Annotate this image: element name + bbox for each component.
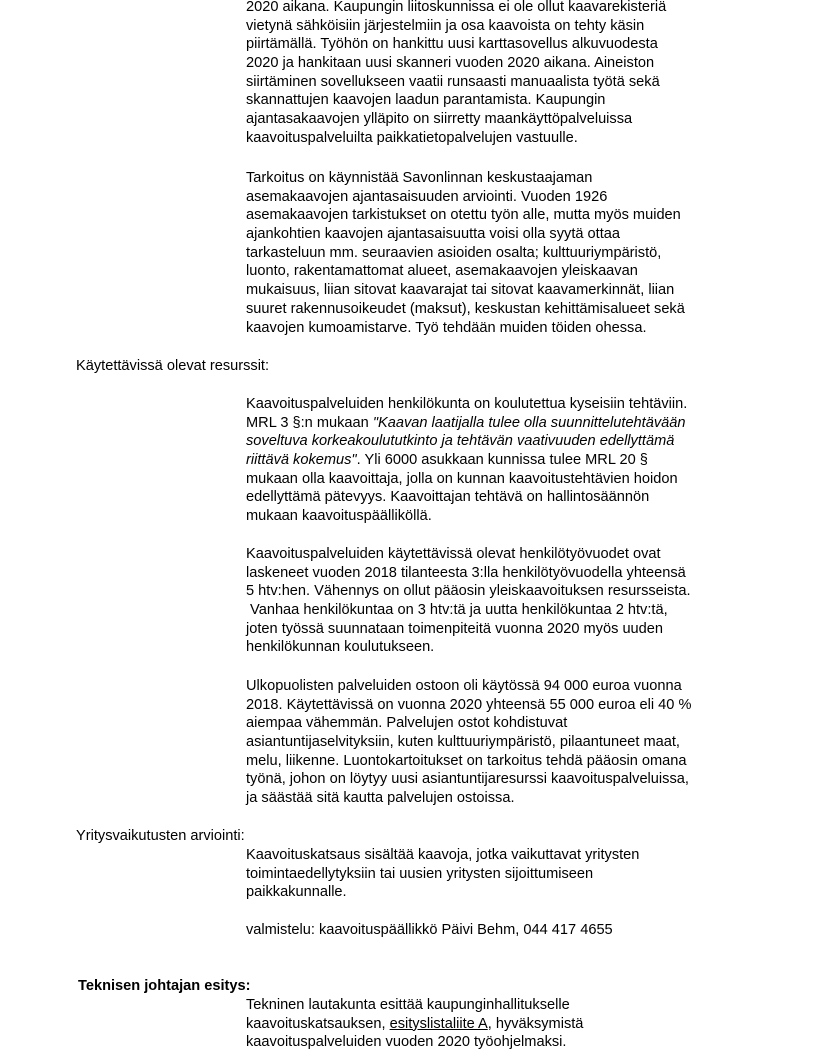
text-line: skannattujen kaavojen laadun parantamista. Kaupungin: [246, 92, 606, 109]
paragraph-staff: [246, 395, 687, 526]
text-line: Vanhaa henkilökuntaa on 3 htv:tä ja uutta henkilökuntaa 2 htv:tä,: [246, 602, 668, 619]
attachment-link[interactable]: esityslistaliite A: [389, 1015, 488, 1032]
text-line: ajantasakaavojen ylläpito on siirretty maankäyttöpalveluissa: [246, 111, 633, 128]
text-line: [246, 1015, 583, 1034]
paragraph-registry: [246, 0, 666, 148]
text-line: joten työssä suunnataan toimenpiteitä vuonna 2020 myös uuden: [246, 620, 664, 637]
text-span: . Yli 6000 asukkaan kunnissa tulee MRL 20 §: [356, 452, 648, 469]
text-line: asemakaavojen ajantasaisuuden arviointi. Vuoden 1926: [246, 188, 608, 205]
text-line: mukaan olla kaavoittaja, jolla on kunnan kaavoitustehtävien hoidon: [246, 470, 678, 487]
text-line: Kaavoituspalveluiden käytettävissä olevat henkilötyövuodet ovat: [246, 546, 661, 562]
text-line: Kaavoituskatsaus sisältää kaavoja, jotka vaikuttavat yritysten: [246, 847, 640, 863]
text-line: luonto, rakentamattomat alueet, asemakaavojen yleiskaavan: [246, 263, 638, 280]
text-line: vietynä sähköisiin järjestelmiin ja osa kaavoista on tehty käsin: [246, 17, 645, 34]
text-line: [246, 414, 687, 433]
text-line: 2018. Käytettävissä on vuonna 2020 yhteensä 55 000 euroa eli 40 %: [246, 696, 692, 713]
text-line: aiempaa vähemmän. Palvelujen ostot kohdistuvat: [246, 715, 568, 732]
text-line: melu, liikenne. Luontokartoitukset on tarkoitus tehdä pääosin omana: [246, 752, 687, 769]
text-span: kaavoituskatsauksen,: [246, 1015, 390, 1032]
preparer-line: valmistelu: kaavoituspäällikkö Päivi Behm, 044 417 4655: [246, 922, 613, 938]
text-line: kaavojen kumoamistarve. Työ tehdään muiden töiden ohessa.: [246, 319, 647, 336]
text-line: mukaan kaavoituspäälliköllä.: [246, 508, 432, 525]
text-line: 5 htv:hen. Vähennys on ollut pääosin yleiskaavoituksen resursseista.: [246, 583, 691, 600]
paragraph-person-years: [246, 545, 691, 657]
text-line: henkilökunnan koulutukseen.: [246, 639, 435, 656]
text-line: Ulkopuolisten palveluiden ostoon oli käytössä 94 000 euroa vuonna: [246, 678, 682, 694]
text-line: paikkakunnalle.: [246, 884, 347, 901]
quote-span: riittävä kokemus": [246, 452, 357, 469]
text-line: tarkasteluun mm. seuraavien asioiden osalta; kulttuuriympäristö,: [246, 244, 662, 261]
text-line: 2020 ja hankitaan uusi skanneri vuoden 2020 aikana. Aineiston: [246, 55, 655, 72]
paragraph-services: [246, 677, 691, 808]
text-line: piirtämällä. Työhön on hankittu uusi karttasovellus alkuvuodesta: [246, 36, 658, 53]
text-line: 2020 aikana. Kaupungin liitoskunnissa ei ole ollut kaavarekisteriä: [246, 0, 667, 15]
text-line: asiantuntijaselvityksiin, kuten kulttuuriympäristö, pilaantuneet maat,: [246, 734, 680, 751]
quote-span: "Kaavan laatijalla tulee olla suunnittelutehtävään: [372, 414, 686, 431]
paragraph-proposal: [246, 996, 583, 1052]
text-line: toimintaedellytyksiin tai uusien yritysten sijoittumiseen: [246, 865, 594, 882]
text-line: kaavoituspalveluilta paikkatietopalvelujen vastuulle.: [246, 129, 578, 146]
text-line: edellyttämä pätevyys. Kaavoittajan tehtävä on hallintosäännön: [246, 489, 650, 506]
text-line: työnä, johon on löytyy uusi asiantuntijaresurssi kaavoituspalveluissa,: [246, 771, 689, 788]
text-line: asemakaavojen tarkistukset on otettu työn alle, mutta myös muiden: [246, 207, 681, 224]
text-span: , hyväksymistä: [487, 1015, 584, 1032]
quote-line: soveltuva korkeakoulututkinto ja tehtävän vaativuuden edellyttämä: [246, 433, 675, 450]
text-line: laskeneet vuoden 2018 tilanteesta 3:lla henkilötyövuodella yhteensä: [246, 564, 686, 581]
paragraph-business: [246, 846, 639, 902]
label-resources: Käytettävissä olevat resurssit:: [76, 358, 270, 374]
text-line: ajankohtien kaavojen ajantasaisuutta voisi olla syytä ottaa: [246, 226, 621, 243]
text-line: [246, 451, 687, 470]
text-line: Tekninen lautakunta esittää kaupunginhallitukselle: [246, 997, 570, 1013]
proposal-heading: Teknisen johtajan esitys:: [78, 978, 251, 994]
label-business-impact: Yritysvaikutusten arviointi:: [76, 828, 245, 844]
text-line: siirtäminen sovellukseen vaatii runsaasti manuaalista työtä sekä: [246, 73, 660, 90]
text-line: Tarkoitus on käynnistää Savonlinnan keskustaajaman: [246, 170, 593, 186]
text-line: ja säästää sitä kautta palvelujen ostoissa.: [246, 790, 515, 807]
text-line: Kaavoituspalveluiden henkilökunta on koulutettua kyseisiin tehtäviin.: [246, 396, 688, 412]
text-span: MRL 3 §:n mukaan: [246, 414, 373, 431]
paragraph-assessment: [246, 169, 685, 337]
text-line: suuret rakennusoikeudet (maksut), keskustan kehittämisalueet sekä: [246, 300, 685, 317]
text-line: kaavoituspalveluiden vuoden 2020 työohjelmaksi.: [246, 1034, 567, 1051]
text-line: mukaisuus, liian sitovat kaavarajat tai sitovat kaavamerkinnät, liian: [246, 282, 675, 299]
